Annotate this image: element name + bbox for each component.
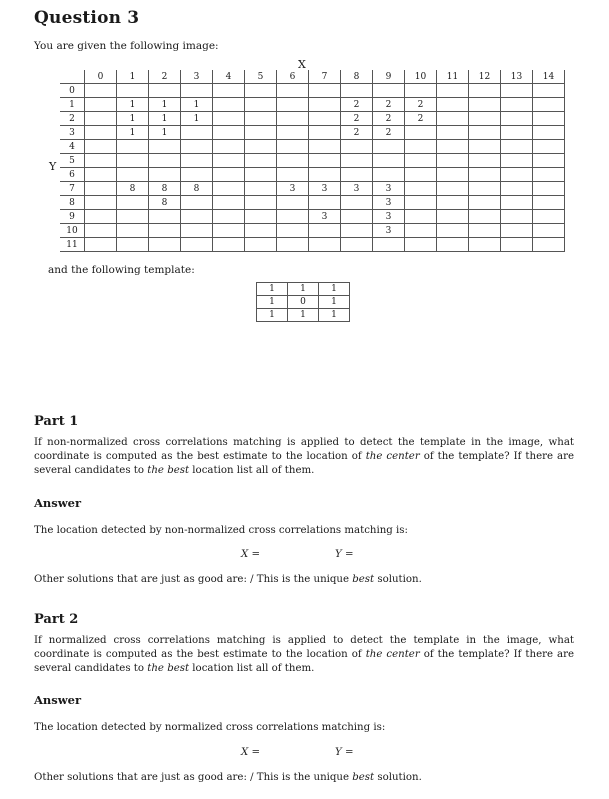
grid-cell [533, 182, 565, 196]
grid-corner [60, 70, 85, 84]
grid-cell: 2 [341, 112, 373, 126]
grid-cell [181, 238, 213, 252]
part1-question [34, 436, 574, 478]
grid-cell: 1 [149, 112, 181, 126]
grid-cell [501, 112, 533, 126]
grid-cell: 2 [341, 126, 373, 140]
grid-cell [213, 154, 245, 168]
grid-cell [181, 196, 213, 210]
grid-header-row [60, 70, 565, 84]
grid-cell [213, 182, 245, 196]
grid-cell [245, 140, 277, 154]
grid-cell: 2 [405, 112, 437, 126]
grid-cell [533, 238, 565, 252]
grid-cell [149, 140, 181, 154]
grid-cell: 2 [373, 112, 405, 126]
grid-cell [501, 210, 533, 224]
grid-cell [245, 112, 277, 126]
grid-cell: 1 [117, 112, 149, 126]
grid-cell [85, 238, 117, 252]
grid-column-header: 8 [341, 70, 373, 84]
part1-answer-title: Answer [34, 496, 82, 510]
grid-cell [469, 238, 501, 252]
part1-title: Part 1 [34, 414, 79, 429]
grid-cell [309, 224, 341, 238]
grid-cell [213, 238, 245, 252]
grid-cell [501, 238, 533, 252]
image-grid [60, 70, 565, 252]
grid-cell [245, 210, 277, 224]
grid-column-header: 11 [437, 70, 469, 84]
grid-column-header: 12 [469, 70, 501, 84]
template-cell: 1 [257, 283, 288, 296]
grid-cell: 3 [373, 196, 405, 210]
part1-y-answer[interactable]: Y = [335, 549, 354, 560]
grid-cell [245, 238, 277, 252]
grid-row-label: 11 [60, 238, 85, 252]
grid-cell [213, 224, 245, 238]
grid-cell [501, 168, 533, 182]
grid-cell [405, 182, 437, 196]
grid-cell [437, 238, 469, 252]
grid-cell [533, 154, 565, 168]
grid-cell [117, 84, 149, 98]
template-cell: 1 [257, 309, 288, 322]
grid-body [60, 84, 565, 252]
grid-column-header: 3 [181, 70, 213, 84]
grid-cell [85, 140, 117, 154]
grid-cell [309, 140, 341, 154]
grid-cell [181, 154, 213, 168]
grid-cell [437, 196, 469, 210]
grid-cell [245, 126, 277, 140]
grid-cell: 3 [309, 182, 341, 196]
grid-cell [533, 126, 565, 140]
grid-cell [117, 210, 149, 224]
grid-cell [309, 168, 341, 182]
grid-cell [117, 238, 149, 252]
grid-cell [85, 182, 117, 196]
template-row [257, 283, 350, 296]
grid-cell [309, 196, 341, 210]
grid-cell [85, 126, 117, 140]
grid-cell [341, 224, 373, 238]
grid-cell [245, 196, 277, 210]
grid-row-label: 2 [60, 112, 85, 126]
part1-question-emphasis: the center [365, 451, 420, 462]
part2-other-text: Other solutions that are just as good are: / This is the unique [34, 772, 353, 783]
template-intro: and the following template: [48, 264, 195, 276]
grid-cell [469, 140, 501, 154]
grid-cell: 2 [405, 98, 437, 112]
y-axis-label: Y [49, 160, 57, 173]
part1-question-text: If non-normalized cross correlations matching is applied to detect the template in the image, what coordinate is computed as the best estimate to the location of [34, 437, 574, 462]
grid-cell [437, 126, 469, 140]
grid-cell: 3 [373, 182, 405, 196]
grid-row [60, 126, 565, 140]
grid-cell [469, 112, 501, 126]
part1-question-text: of the template? If there are several candidates to [34, 451, 574, 476]
grid-cell [149, 238, 181, 252]
grid-cell: 3 [373, 210, 405, 224]
grid-cell [469, 196, 501, 210]
part1-other-emphasis: best [352, 574, 375, 585]
question-intro: You are given the following image: [34, 40, 219, 52]
grid-cell [117, 196, 149, 210]
grid-cell [469, 126, 501, 140]
grid-cell [437, 112, 469, 126]
grid-cell [277, 238, 309, 252]
grid-cell [309, 84, 341, 98]
grid-cell [181, 168, 213, 182]
grid-column-header: 1 [117, 70, 149, 84]
grid-cell [277, 98, 309, 112]
template-cell: 1 [257, 296, 288, 309]
grid-cell [501, 154, 533, 168]
grid-cell: 2 [373, 98, 405, 112]
grid-cell [309, 238, 341, 252]
grid-cell [149, 154, 181, 168]
template-row [257, 296, 350, 309]
grid-cell [469, 210, 501, 224]
grid-cell [85, 112, 117, 126]
grid-cell [405, 196, 437, 210]
grid-cell [213, 140, 245, 154]
grid-cell [181, 210, 213, 224]
grid-cell: 1 [117, 126, 149, 140]
grid-column-header: 10 [405, 70, 437, 84]
part2-question-text: If normalized cross correlations matching is applied to detect the template in the image, what coordinate is computed as the best estimate to the location of [34, 635, 574, 660]
grid-cell [469, 168, 501, 182]
grid-cell [341, 140, 373, 154]
grid-cell [149, 224, 181, 238]
grid-column-header: 7 [309, 70, 341, 84]
part1-other-text: solution. [374, 574, 422, 585]
grid-column-header: 9 [373, 70, 405, 84]
grid-row [60, 210, 565, 224]
grid-row [60, 112, 565, 126]
grid-cell [405, 84, 437, 98]
grid-cell [373, 154, 405, 168]
grid-row-label: 3 [60, 126, 85, 140]
grid-column-header: 4 [213, 70, 245, 84]
grid-cell [245, 168, 277, 182]
grid-row [60, 140, 565, 154]
grid-cell [213, 98, 245, 112]
grid-cell [373, 84, 405, 98]
grid-cell [181, 126, 213, 140]
part2-question-emphasis: the center [365, 649, 420, 660]
grid-cell: 1 [181, 98, 213, 112]
grid-cell [213, 196, 245, 210]
grid-cell [373, 140, 405, 154]
template-cell: 0 [288, 296, 319, 309]
grid-cell [277, 140, 309, 154]
grid-cell [341, 84, 373, 98]
part2-x-answer[interactable]: X = [241, 747, 261, 758]
part1-other-solutions [34, 574, 422, 585]
grid-cell [437, 84, 469, 98]
grid-row [60, 98, 565, 112]
grid-cell [117, 168, 149, 182]
grid-cell [469, 182, 501, 196]
template-cell: 1 [288, 309, 319, 322]
part2-title: Part 2 [34, 612, 79, 627]
grid-cell [405, 210, 437, 224]
grid-cell [501, 126, 533, 140]
template-row [257, 309, 350, 322]
template-cell: 1 [319, 296, 350, 309]
grid-cell [277, 210, 309, 224]
grid-cell [213, 210, 245, 224]
grid-column-header: 5 [245, 70, 277, 84]
template-cell: 1 [319, 283, 350, 296]
part1-x-answer[interactable]: X = [241, 549, 261, 560]
grid-cell: 3 [277, 182, 309, 196]
grid-cell: 2 [341, 98, 373, 112]
grid-cell [437, 154, 469, 168]
part2-other-solutions [34, 772, 422, 783]
part1-answer-sentence: The location detected by non-normalized cross correlations matching is: [34, 525, 408, 536]
grid-cell [117, 224, 149, 238]
grid-cell: 1 [117, 98, 149, 112]
grid-row-label: 5 [60, 154, 85, 168]
template-cell: 1 [319, 309, 350, 322]
grid-cell [85, 98, 117, 112]
grid-cell [85, 210, 117, 224]
grid-cell [213, 168, 245, 182]
grid-cell [117, 154, 149, 168]
grid-cell [437, 182, 469, 196]
grid-cell: 3 [373, 224, 405, 238]
grid-cell [405, 126, 437, 140]
grid-cell [149, 210, 181, 224]
part1-question-emphasis: the best [147, 465, 190, 476]
template-cell: 1 [288, 283, 319, 296]
grid-cell [149, 84, 181, 98]
grid-cell: 8 [117, 182, 149, 196]
grid-cell: 8 [181, 182, 213, 196]
grid-cell: 1 [181, 112, 213, 126]
grid-cell [501, 140, 533, 154]
grid-cell [181, 84, 213, 98]
grid-cell [277, 126, 309, 140]
grid-cell [245, 182, 277, 196]
grid-cell [405, 224, 437, 238]
grid-row [60, 196, 565, 210]
grid-cell [405, 140, 437, 154]
part2-question [34, 634, 574, 676]
grid-cell [533, 84, 565, 98]
grid-cell [245, 84, 277, 98]
grid-row [60, 154, 565, 168]
grid-cell [533, 98, 565, 112]
grid-cell [437, 224, 469, 238]
grid-cell [277, 112, 309, 126]
grid-cell [469, 84, 501, 98]
grid-cell [309, 112, 341, 126]
grid-cell [85, 224, 117, 238]
grid-cell [437, 168, 469, 182]
grid-cell [373, 238, 405, 252]
grid-cell [533, 168, 565, 182]
grid-cell [501, 182, 533, 196]
grid-cell [309, 154, 341, 168]
grid-cell [469, 154, 501, 168]
grid-cell [437, 210, 469, 224]
grid-cell [245, 98, 277, 112]
grid-row-label: 4 [60, 140, 85, 154]
part2-other-emphasis: best [352, 772, 375, 783]
grid-cell [117, 140, 149, 154]
grid-row [60, 238, 565, 252]
grid-cell [149, 168, 181, 182]
grid-cell [341, 168, 373, 182]
grid-cell [501, 224, 533, 238]
grid-cell [533, 210, 565, 224]
grid-row-label: 1 [60, 98, 85, 112]
grid-cell: 8 [149, 196, 181, 210]
grid-cell [85, 154, 117, 168]
grid-cell [373, 168, 405, 182]
grid-cell [277, 224, 309, 238]
part2-answer-sentence: The location detected by normalized cross correlations matching is: [34, 722, 386, 733]
grid-cell [245, 154, 277, 168]
grid-cell: 3 [309, 210, 341, 224]
grid-cell [277, 196, 309, 210]
grid-cell [405, 168, 437, 182]
grid-cell [405, 238, 437, 252]
part2-question-text: location list all of them. [189, 663, 315, 674]
grid-cell [533, 112, 565, 126]
grid-cell [533, 196, 565, 210]
grid-cell [341, 154, 373, 168]
grid-row [60, 168, 565, 182]
grid-row [60, 84, 565, 98]
grid-cell [85, 168, 117, 182]
grid-cell [213, 126, 245, 140]
grid-row-label: 0 [60, 84, 85, 98]
part2-answer-title: Answer [34, 693, 82, 707]
grid-cell [341, 210, 373, 224]
grid-cell [501, 98, 533, 112]
grid-row-label: 7 [60, 182, 85, 196]
grid-cell [469, 224, 501, 238]
grid-cell [85, 84, 117, 98]
grid-cell [277, 168, 309, 182]
grid-cell [85, 196, 117, 210]
grid-cell [341, 196, 373, 210]
grid-cell [213, 84, 245, 98]
grid-cell [469, 98, 501, 112]
part2-question-emphasis: the best [147, 663, 190, 674]
grid-cell [213, 112, 245, 126]
grid-row-label: 10 [60, 224, 85, 238]
part2-question-text: of the template? If there are several candidates to [34, 649, 574, 674]
x-axis-label: X [298, 58, 306, 71]
part1-question-text: location list all of them. [189, 465, 315, 476]
grid-cell: 8 [149, 182, 181, 196]
part2-y-answer[interactable]: Y = [335, 747, 354, 758]
grid-column-header: 14 [533, 70, 565, 84]
grid-cell [277, 84, 309, 98]
grid-cell [181, 224, 213, 238]
grid-cell: 3 [341, 182, 373, 196]
grid-cell [309, 126, 341, 140]
grid-cell: 1 [149, 98, 181, 112]
part2-other-text: solution. [374, 772, 422, 783]
grid-cell [533, 140, 565, 154]
template-grid [256, 282, 350, 322]
grid-cell [437, 140, 469, 154]
grid-cell [341, 238, 373, 252]
grid-cell [181, 140, 213, 154]
grid-row-label: 6 [60, 168, 85, 182]
grid-cell: 2 [373, 126, 405, 140]
grid-column-header: 2 [149, 70, 181, 84]
grid-column-header: 13 [501, 70, 533, 84]
question-title: Question 3 [34, 8, 140, 28]
grid-cell [533, 224, 565, 238]
grid-column-header: 0 [85, 70, 117, 84]
part1-other-text: Other solutions that are just as good are: / This is the unique [34, 574, 353, 585]
grid-cell [309, 98, 341, 112]
grid-cell [501, 84, 533, 98]
grid-cell [245, 224, 277, 238]
grid-row [60, 224, 565, 238]
grid-cell [437, 98, 469, 112]
grid-row-label: 9 [60, 210, 85, 224]
grid-column-header: 6 [277, 70, 309, 84]
grid-row [60, 182, 565, 196]
grid-cell: 1 [149, 126, 181, 140]
grid-cell [405, 154, 437, 168]
grid-cell [277, 154, 309, 168]
grid-cell [501, 196, 533, 210]
grid-row-label: 8 [60, 196, 85, 210]
